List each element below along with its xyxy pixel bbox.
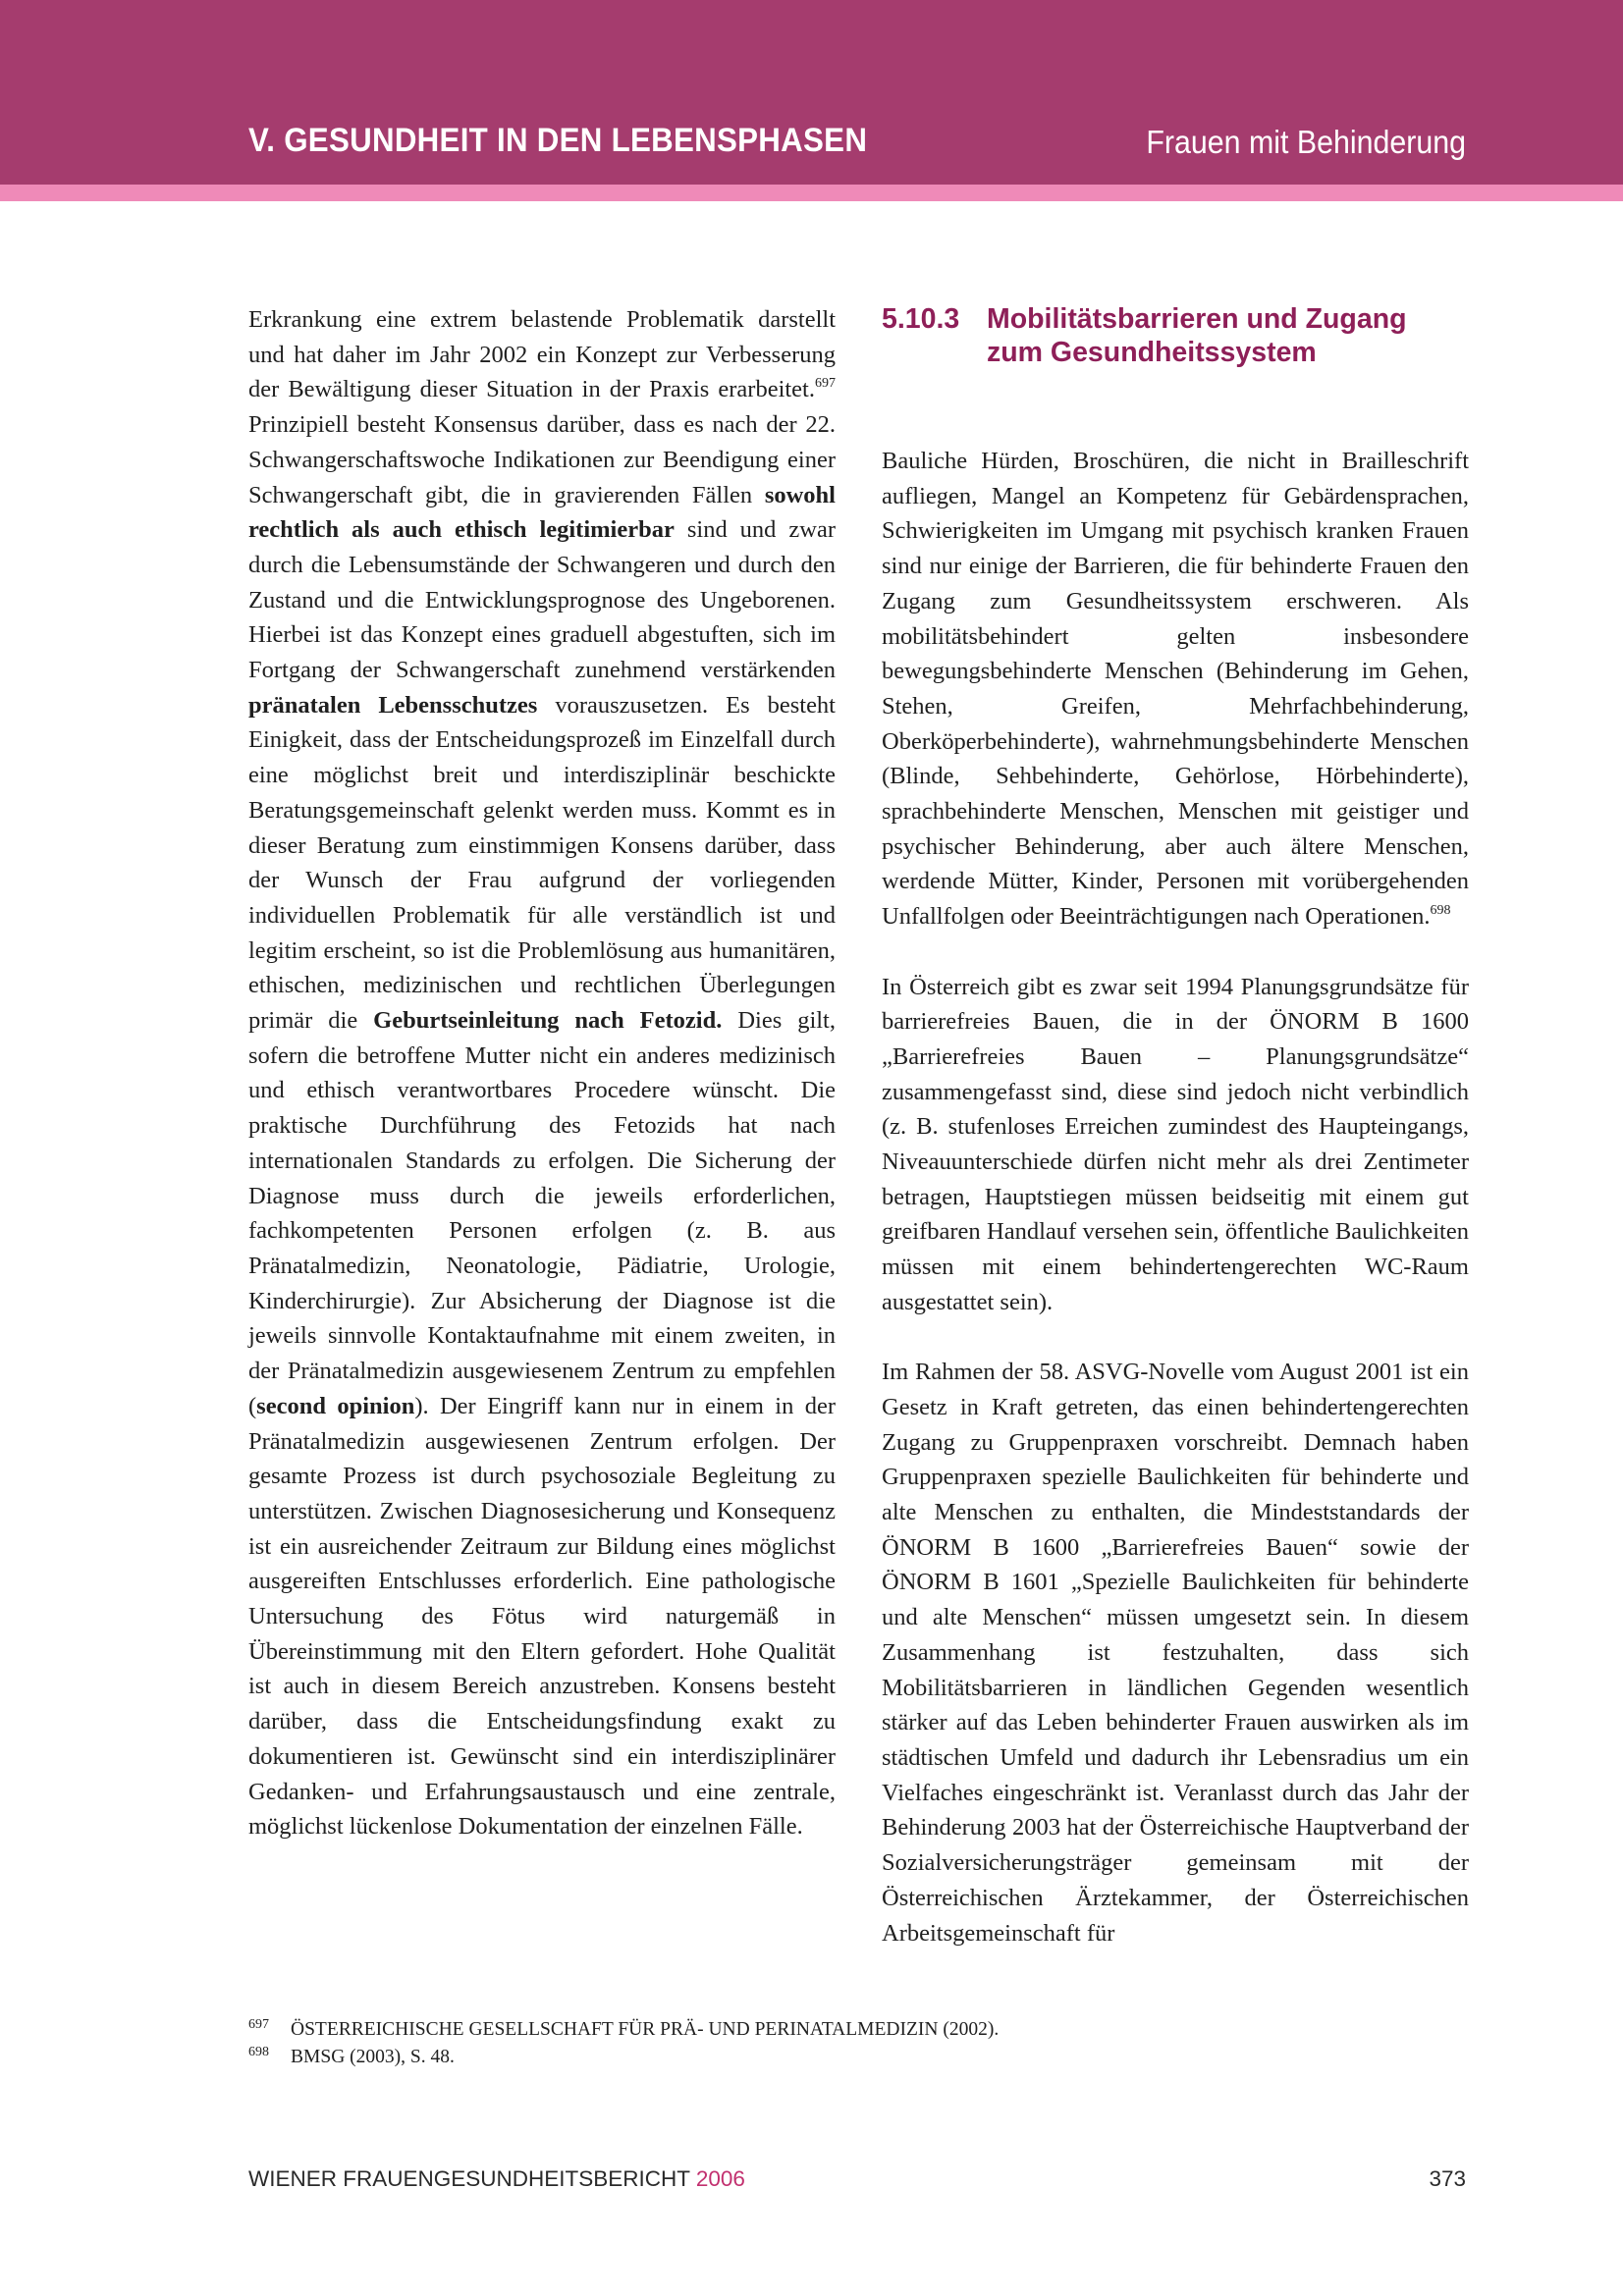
text-run: sind und zwar durch die Lebensumstände der Schwangeren und durch den Zustand und die Entwicklungsprognose des Ungeborenen. Hierbei ist das Konzept eines graduell abgestuften, sich im Fortgang der Schwangerschaft zunehmend verstärkenden <box>248 516 836 684</box>
page-number: 373 <box>1429 2166 1466 2191</box>
footnote-ref: 697 <box>815 376 836 392</box>
text-run: Erkrankung eine extrem belastende Problematik darstellt und hat daher im Jahr 2002 ein Konzept zur Verbesserung der Bewältigung dieser Situation in der Praxis erarbeitet. <box>248 306 836 403</box>
text-run: ). Der Eingriff kann nur in einem in der Pränatalmedizin ausgewiesenen Zentrum erfolgen. Der gesamte Prozess ist durch psychosoziale Begleitung zu unterstützen. Zwischen Diagnosesicherung und Konsequenz ist ein ausreichender Zeitraum zur Bildung eines möglichst ausgereiften Entschlusses erforderlich. Eine pathologische Untersuchung des Fötus wird naturgemäß in Übereinstimmung mit den Eltern gefordert. Hohe Qualität ist auch in diesem Bereich anzustreben. Konsens besteht darüber, dass die Entscheidungsfindung exakt zu dokumentieren ist. Gewünscht sind ein interdisziplinärer Gedanken- und Erfahrungsaustausch und eine zentrale, möglichst lückenlose Dokumentation der einzelnen Fälle. <box>248 1392 836 1841</box>
footer-title-text: WIENER FRAUENGESUNDHEITSBERICHT <box>248 2166 696 2191</box>
right-paragraph-3: Im Rahmen der 58. ASVG-Novelle vom August 2001 ist ein Gesetz in Kraft getreten, das einen behindertengerechten Zugang zu Gruppenpraxen vorschreibt. Demnach haben Gruppenpraxen spezielle Baulichkeiten für behinderte und alte Menschen zu enthalten, die Mindeststandards der ÖNORM B 1600 „Barrierefreies Bauen“ sowie der ÖNORM B 1601 „Spezielle Baulichkeiten für behinderte und alte Menschen“ müssen umgesetzt sein. In diesem Zusammenhang ist festzuhalten, dass sich Mobilitätsbarrieren in ländlichen Gegenden wesentlich stärker auf das Leben behinderter Frauen auswirken als im städtischen Umfeld und dadurch ihr Lebensradius um ein Vielfaches eingeschränkt ist. Veranlasst durch das Jahr der Behinderung 2003 hat der Österreichische Hauptverband der Sozialversicherungsträger gemeinsam mit der Österreichischen Ärztekammer, der Österreichischen Arbeitsgemeinschaft für <box>882 1359 1469 1947</box>
footnote-text: BMSG (2003), S. 48. <box>291 2047 455 2067</box>
footnote <box>248 2044 1476 2071</box>
footer-report-title <box>248 2166 745 2192</box>
subsection-title: Mobilitätsbarrieren und Zugang zum Gesundheitssystem <box>987 303 1407 368</box>
emphasis: Geburtseinleitung nach Fetozid. <box>373 1007 723 1035</box>
text-run: Bauliche Hürden, Broschüren, die nicht in Brailleschrift aufliegen, Mangel an Kompetenz für Gebärdensprachen, Schwierigkeiten im Umgang mit psychisch kranken Frauen sind nur einige der Barrieren, die für behinderte Frauen den Zugang zum Gesundheitssystem erschweren. Als mobilitätsbehindert gelten insbesondere bewegungsbehinderte Menschen (Behinderung im Gehen, Stehen, Greifen, Mehrfachbehinderung, Oberköperbehinderte), wahrnehmungsbehinderte Menschen (Blinde, Sehbehinderte, Gehörlose, Hörbehinderte), sprachbehinderte Menschen, Menschen mit geistiger und psychischer Behinderung, aber auch ältere Menschen, werdende Mütter, Kinder, Personen mit vorübergehenden Unfallfolgen oder Beeinträchtigungen nach Operationen. <box>882 448 1469 931</box>
right-paragraph-2: In Österreich gibt es zwar seit 1994 Planungsgrundsätze für barrierefreies Bauen, die in der ÖNORM B 1600 „Barrierefreies Bauen – Planungsgrundsätze“ zusammengefasst sind, diese sind jedoch nicht verbindlich (z. B. stufenloses Erreichen zumindest des Haupteingangs, Niveauunterschiede dürfen nicht mehr als drei Zentimeter betragen, Hauptstiegen müssen beidseitig mit einem gut greifbaren Handlauf versehen sein, öffentliche Baulichkeiten müssen mit einem behindertengerechten WC-Raum ausgestattet sein). <box>882 973 1469 1315</box>
emphasis: pränatalen Lebensschutzes <box>248 691 538 719</box>
subsection-heading <box>882 302 1469 369</box>
footer-year: 2006 <box>695 2166 745 2191</box>
footnote-text: ÖSTERREICHISCHE GESELLSCHAFT FÜR PRÄ- UND PERINATALMEDIZIN (2002). <box>291 2019 1000 2040</box>
footnote-ref: 698 <box>1430 903 1451 919</box>
right-paragraph-1 <box>882 444 1469 934</box>
left-column <box>248 302 836 1844</box>
right-column <box>882 302 1469 1950</box>
text-run: Prinzipiell besteht Konsensus darüber, dass es nach der 22. Schwangerschaftswoche Indikationen zur Beendigung einer Schwangerschaft gibt, die in gravierenden Fällen <box>248 411 836 508</box>
subsection-number: 5.10.3 <box>882 303 960 335</box>
emphasis: sowohl rechtlich als auch ethisch legitimierbar <box>248 481 836 544</box>
section-title: V. GESUNDHEIT IN DEN LEBENSPHASEN <box>248 122 868 159</box>
footnotes <box>248 2016 1476 2071</box>
section-subtitle: Frauen mit Behinderung <box>1146 124 1466 160</box>
footnote-number: 698 <box>248 2045 269 2059</box>
text-run: Dies gilt, sofern die betroffene Mutter nicht ein anderes medizinisch und ethisch verantwortbares Procedere wünscht. Die praktische Durchführung des Fetozids hat nach internationalen Standards zu erfolgen. Die Sicherung der Diagnose muss durch die jeweils erforderlichen, fachkompetenten Personen erfolgen (z. B. aus Pränatalmedizin, Neonatologie, Pädiatrie, Urologie, Kinderchirurgie). Zur Absicherung der Diagnose ist die jeweils sinnvolle Kontaktaufnahme mit einem zweiten, in der Pränatalmedizin ausgewiesenem Zentrum zu empfehlen ( <box>248 1007 836 1419</box>
text-run: vorauszusetzen. Es besteht Einigkeit, dass der Entscheidungsprozeß im Einzelfall durch eine möglichst breit und interdisziplinär beschickte Beratungsgemeinschaft gelenkt werden muss. Kommt es in dieser Beratung zum einstimmigen Konsens darüber, dass der Wunsch der Frau aufgrund der vorliegenden individuellen Problematik für alle verständlich ist und legitim erscheint, so ist die Problemlösung aus humanitären, ethischen, medizinischen und rechtlichen Überlegungen primär die <box>248 691 836 1035</box>
emphasis: second opinion <box>256 1392 415 1419</box>
footnote <box>248 2016 1476 2044</box>
left-paragraph <box>248 302 836 1844</box>
footnote-number: 697 <box>248 2017 269 2032</box>
page-header-stripe <box>0 185 1623 201</box>
